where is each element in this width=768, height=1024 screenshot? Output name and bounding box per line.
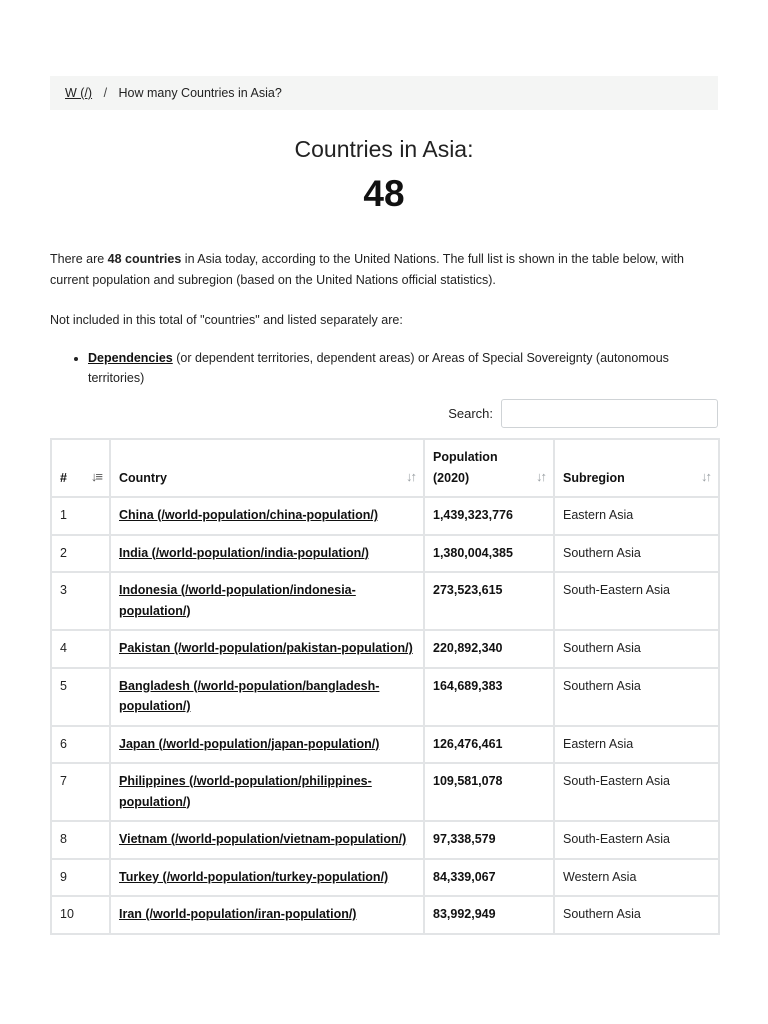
country-link[interactable]: Japan (/world-population/japan-population/): [119, 736, 380, 751]
column-header-subregion[interactable]: Subregion ↓↑: [554, 439, 719, 497]
population-cell: 109,581,078: [424, 763, 554, 821]
country-link[interactable]: Indonesia (/world-population/indonesia-population/): [119, 583, 356, 618]
sort-icon: ↓↑: [536, 468, 545, 484]
rank-cell: 5: [51, 668, 110, 726]
subregion-cell: Eastern Asia: [554, 497, 719, 535]
rank-cell: 6: [51, 726, 110, 764]
table-header-row: [51, 439, 719, 497]
country-cell: [110, 497, 424, 535]
table-row: [51, 821, 719, 859]
rank-cell: 10: [51, 896, 110, 934]
bullet-item: [88, 349, 718, 388]
breadcrumb: [50, 76, 718, 110]
country-link[interactable]: Pakistan (/world-population/pakistan-population/): [119, 641, 413, 655]
column-header-country[interactable]: Country ↓↑: [110, 439, 424, 497]
country-cell: [110, 535, 424, 573]
population-cell: 164,689,383: [424, 668, 554, 726]
intro-text-before: There are: [50, 252, 108, 266]
country-link[interactable]: Turkey (/world-population/turkey-population/): [119, 869, 389, 884]
population-cell: 1,439,323,776: [424, 497, 554, 535]
country-cell: [110, 763, 424, 821]
subregion-cell: Southern Asia: [554, 535, 719, 573]
subregion-cell: South-Eastern Asia: [554, 572, 719, 630]
not-included-paragraph: Not included in this total of "countries" and listed separately are:: [50, 313, 403, 327]
subregion-cell: Southern Asia: [554, 896, 719, 934]
sort-ascending-icon: ↓≡: [90, 468, 101, 484]
rank-cell: 7: [51, 763, 110, 821]
page-title: Countries in Asia:: [294, 136, 474, 162]
subregion-cell: South-Eastern Asia: [554, 763, 719, 821]
intro-text-after: in Asia today, according to the United Nations. The full list is shown in the table below, with current population and subregion (based on the United Nations official statistics).: [50, 252, 684, 287]
country-link[interactable]: Bangladesh (/world-population/bangladesh-population/): [119, 678, 380, 713]
country-cell: [110, 821, 424, 859]
rank-cell: 1: [51, 497, 110, 535]
country-cell: [110, 630, 424, 668]
country-cell: [110, 668, 424, 726]
country-link[interactable]: Iran (/world-population/iran-population/): [119, 907, 357, 921]
table-row: [51, 896, 719, 934]
population-cell: 83,992,949: [424, 896, 554, 934]
country-link[interactable]: Vietnam (/world-population/vietnam-population/): [119, 832, 407, 846]
table-row: [51, 535, 719, 573]
intro-count-bold: 48 countries: [107, 252, 182, 266]
country-link[interactable]: India (/world-population/india-population/): [119, 545, 369, 560]
country-link[interactable]: Philippines (/world-population/philippines-population/): [119, 774, 372, 809]
population-cell: 84,339,067: [424, 859, 554, 897]
table-row: [51, 763, 719, 821]
dependencies-link[interactable]: Dependencies: [88, 351, 173, 365]
subregion-cell: Southern Asia: [554, 630, 719, 668]
population-cell: 1,380,004,385: [424, 535, 554, 573]
rank-cell: 9: [51, 859, 110, 897]
table-search: [448, 399, 718, 428]
subregion-cell: Eastern Asia: [554, 726, 719, 764]
population-cell: 273,523,615: [424, 572, 554, 630]
countries-table: [50, 438, 720, 935]
country-count: 48: [363, 173, 405, 214]
bullet-list: [50, 349, 718, 388]
search-input[interactable]: [501, 399, 718, 428]
table-row: [51, 572, 719, 630]
table-row: [51, 497, 719, 535]
table-row: [51, 668, 719, 726]
table-row: [51, 726, 719, 764]
population-cell: 126,476,461: [424, 726, 554, 764]
table-row: [51, 630, 719, 668]
subregion-cell: Western Asia: [554, 859, 719, 897]
intro-paragraph: [50, 249, 718, 290]
rank-cell: 4: [51, 630, 110, 668]
breadcrumb-separator: /: [103, 86, 108, 100]
search-label: Search:: [448, 406, 493, 421]
country-cell: [110, 726, 424, 764]
population-cell: 220,892,340: [424, 630, 554, 668]
country-cell: [110, 859, 424, 897]
rank-cell: 3: [51, 572, 110, 630]
subregion-cell: South-Eastern Asia: [554, 821, 719, 859]
population-cell: 97,338,579: [424, 821, 554, 859]
rank-cell: 8: [51, 821, 110, 859]
table-row: [51, 859, 719, 897]
sort-icon: ↓↑: [406, 468, 415, 484]
column-header-population[interactable]: Population (2020) ↓↑: [424, 439, 554, 497]
country-link[interactable]: China (/world-population/china-population/): [119, 508, 378, 522]
sort-icon: ↓↑: [701, 468, 710, 484]
subregion-cell: Southern Asia: [554, 668, 719, 726]
breadcrumb-current: How many Countries in Asia?: [118, 86, 282, 100]
rank-cell: 2: [51, 535, 110, 573]
column-header-rank[interactable]: # ↓≡: [51, 439, 110, 497]
country-cell: [110, 896, 424, 934]
country-cell: [110, 572, 424, 630]
bullet-text: (or dependent territories, dependent areas) or Areas of Special Sovereignty (autonomous territories): [88, 351, 669, 385]
breadcrumb-home-link[interactable]: W (/): [65, 86, 93, 100]
